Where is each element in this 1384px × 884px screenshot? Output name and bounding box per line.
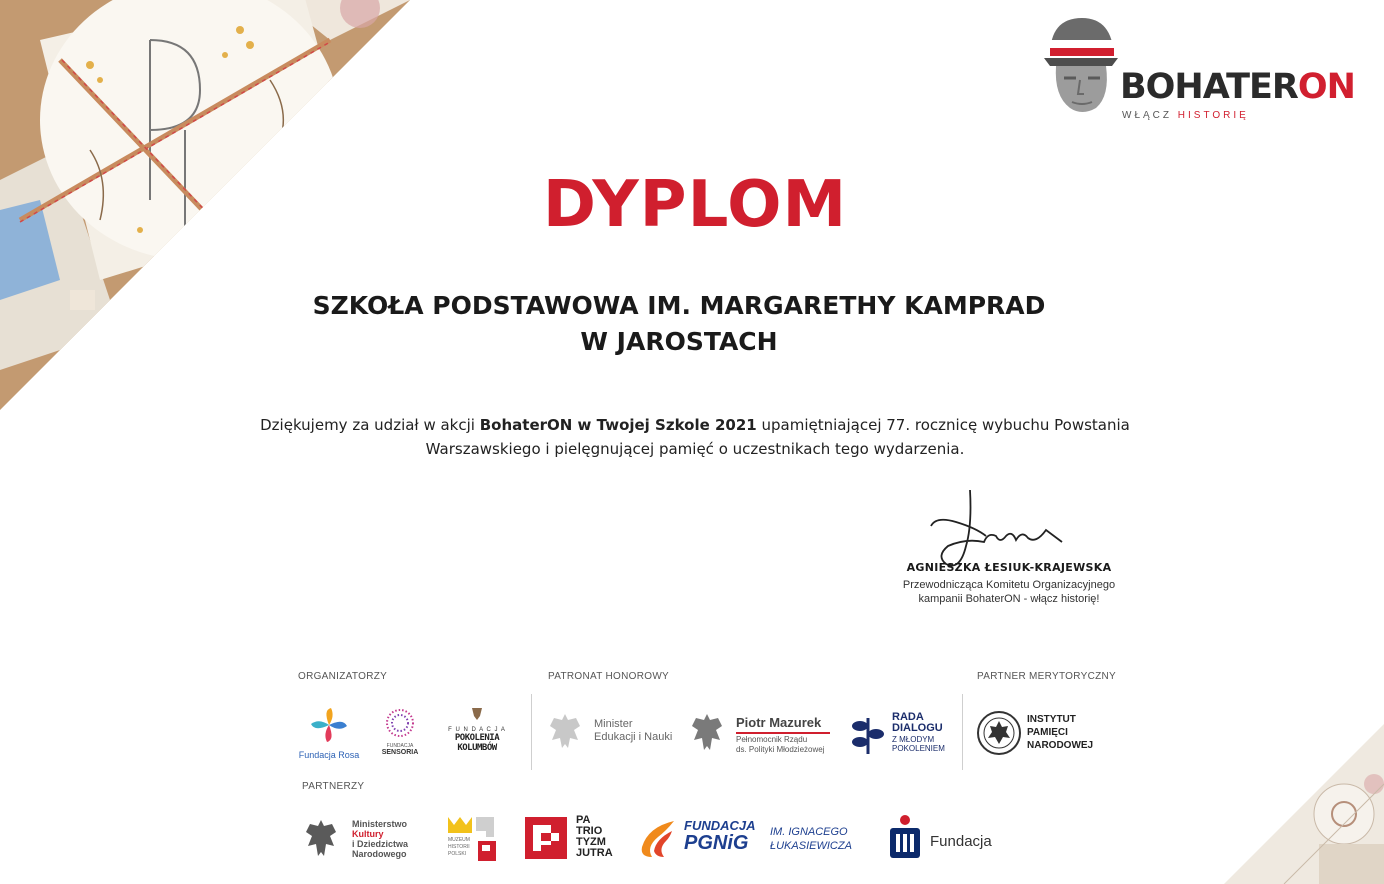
section-label-patronage: PATRONAT HONOROWY [548, 671, 670, 682]
mkidn-logo: Ministerstwo Kultury i Dziedzictwa Narodowego [300, 816, 424, 862]
bohateron-logo [1040, 14, 1355, 124]
campaign-name: BohaterON w Twojej Szkole 2021 [479, 416, 757, 434]
piotr-mazurek-logo: Piotr Mazurek Pełnomocnik Rządu ds. Polityki Młodzieżowej [686, 710, 836, 758]
fundacja-pokolenia-kolumbow-logo: F U N D A C J A POKOLENIA KOLUMBÓW [434, 706, 520, 753]
muzeum-historii-polski-logo: MUZEUM HISTORII POLSKI [446, 815, 498, 863]
fundacja-pko-logo: Fundacja [888, 814, 998, 862]
pinwheel-icon [309, 706, 349, 744]
leaf-branch-icon [850, 714, 886, 754]
school-name [0, 288, 1358, 360]
seal-icon [976, 710, 1022, 756]
dotted-circle-icon [385, 708, 415, 738]
signer-name: AGNIESZKA ŁESIUK-KRAJEWSKA [906, 561, 1112, 574]
polish-eagle-icon [686, 710, 728, 756]
polish-eagle-icon [544, 710, 586, 754]
logo-tagline: WŁĄCZ HISTORIĘ [1122, 110, 1249, 121]
logo-wordmark: BOHATERON [1120, 67, 1355, 107]
flame-icon [636, 817, 680, 861]
rada-dialogu-logo: RADA DIALOGU Z MŁODYM POKOLENIEM [850, 712, 960, 756]
fundacja-sensoria-logo: FUNDACJA SENSORIA [380, 708, 420, 756]
fundacja-pgnig-logo: FUNDACJA PGNiG IM. IGNACEGO ŁUKASIEWICZA [636, 817, 866, 861]
piggy-bank-icon [888, 814, 922, 860]
decorative-photo-corner-bottom-right [1224, 724, 1384, 884]
ipn-logo: INSTYTUT PAMIĘCI NARODOWEJ [976, 710, 1106, 756]
section-label-organizers: ORGANIZATORZY [298, 671, 388, 682]
polish-eagle-icon [300, 816, 342, 860]
section-label-content-partner: PARTNER MERYTORYCZNY [977, 671, 1116, 682]
diploma-title: DYPLOM [542, 168, 848, 242]
emblem-icon [468, 706, 486, 722]
soldier-helmet-icon [1040, 16, 1120, 120]
pixel-p-icon [525, 817, 567, 859]
school-name-line2: W JAROSTACH [580, 327, 778, 356]
thanks-paragraph: Dziękujemy za udział w akcji BohaterON w Twojej Szkole 2021 upamiętniającej 77. rocznicę wybuchu Powstania Warszawskiego i pielęgnującej pamięć o uczestnikach tego wydarzenia. [260, 416, 1130, 458]
patriotyzm-jutra-logo: PA TRIO TYZM JUTRA [525, 815, 625, 863]
fundacja-rosa-logo: Fundacja Rosa [297, 706, 361, 761]
divider [962, 694, 963, 770]
section-label-partners: PARTNERZY [302, 781, 365, 792]
divider [531, 694, 532, 770]
school-name-line1: SZKOŁA PODSTAWOWA IM. MARGARETHY KAMPRAD [312, 291, 1046, 320]
signer-role: Przewodnicząca Komitetu Organizacyjnego kampanii BohaterON - włącz historię! [902, 579, 1116, 605]
minister-edukacji-logo: Minister Edukacji i Nauki [544, 710, 674, 754]
